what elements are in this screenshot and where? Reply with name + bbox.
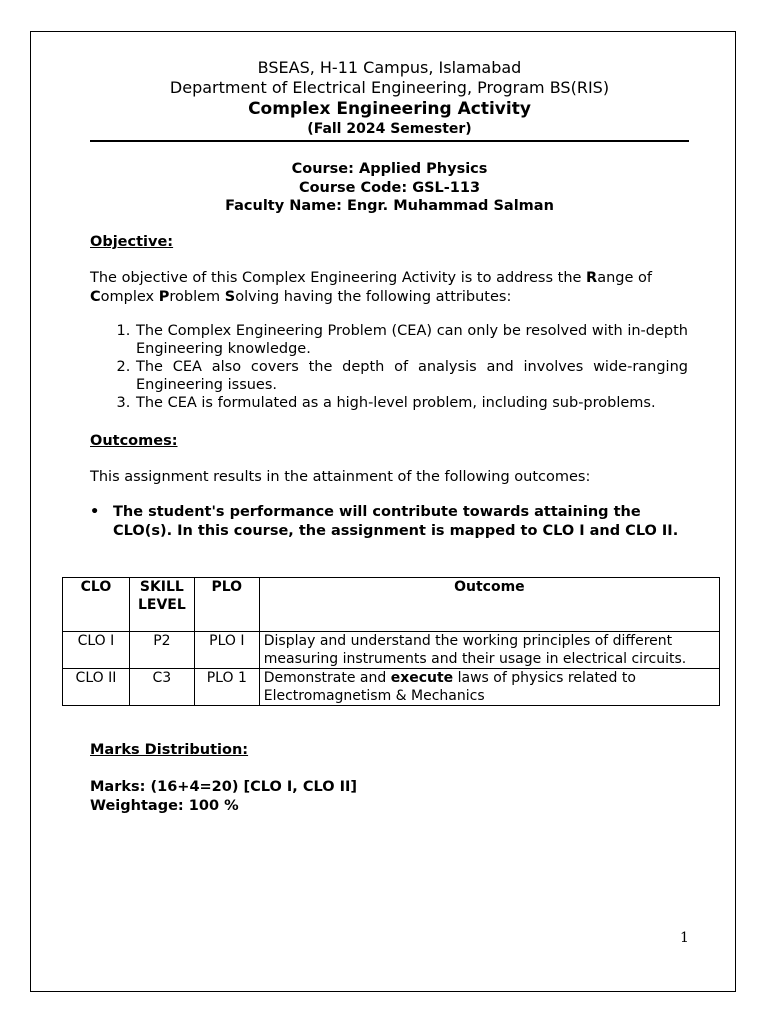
objective-intro — [90, 269, 688, 306]
list-item: 3. The CEA is formulated as a high-level problem, including sub-problems. — [135, 394, 688, 412]
header-clo: CLO — [63, 578, 130, 632]
emphasis-r: R — [586, 270, 598, 286]
clo-table — [62, 577, 720, 706]
semester-line: (Fall 2024 Semester) — [307, 121, 472, 137]
objective-intro-text: omplex — [100, 288, 159, 305]
header-plo: PLO — [194, 578, 259, 632]
objective-intro-text: roblem — [169, 288, 225, 305]
cell-clo: CLO I — [63, 632, 130, 669]
campus-line: BSEAS, H-11 Campus, Islamabad — [257, 58, 522, 77]
emphasis-c: C — [90, 288, 101, 305]
objective-heading: Objective: — [90, 234, 174, 250]
table-header-row — [63, 578, 720, 632]
table-row — [63, 669, 720, 706]
outcome-bullet — [90, 503, 688, 541]
cell-plo: PLO I — [194, 632, 259, 669]
cell-outcome — [259, 669, 719, 706]
cell-clo: CLO II — [63, 669, 130, 706]
emphasis-s: S — [224, 288, 236, 305]
objective-intro-text: olving having the following attributes: — [235, 288, 512, 305]
page-number: 1 — [680, 930, 689, 946]
bullet-icon: • — [90, 504, 100, 520]
outcome-text: laws of physics related to Electromagnetism & Mechanics — [263, 670, 636, 704]
document-header — [90, 58, 689, 138]
bullet-text: The student's performance will contribute towards attaining the CLO(s). In this course, the assignment is mapped to CLO I and CLO II. — [113, 504, 679, 539]
marks-heading: Marks Distribution: — [90, 742, 249, 758]
outcomes-heading: Outcomes: — [90, 433, 178, 449]
objective-intro-text: The objective of this Complex Engineering Activity is to address the — [90, 270, 587, 286]
department-line: Department of Electrical Engineering, Program BS(RIS) — [169, 78, 610, 97]
course-code: Course Code: GSL-113 — [298, 179, 481, 196]
objective-intro-text: ange of — [597, 270, 653, 286]
course-name: Course: Applied Physics — [291, 161, 488, 177]
list-item: 2. The CEA also covers the depth of analysis and involves wide-ranging Engineering issues. — [135, 358, 688, 394]
outcomes-intro: This assignment results in the attainment of the following outcomes: — [90, 469, 591, 485]
document-title: Complex Engineering Activity — [248, 99, 531, 119]
cell-plo: PLO 1 — [194, 669, 259, 706]
weightage-line: Weightage: 100 % — [90, 798, 239, 814]
attributes-list — [90, 322, 688, 412]
cell-skill: P2 — [129, 632, 194, 669]
header-skill-level: SKILL LEVEL — [129, 578, 194, 632]
cell-skill: C3 — [129, 669, 194, 706]
outcome-emphasis: execute — [390, 670, 454, 686]
list-item: 1. The Complex Engineering Problem (CEA) can only be resolved with in-depth Engineering knowledge. — [135, 322, 688, 358]
header-divider — [90, 140, 689, 142]
course-info — [90, 160, 689, 216]
marks-line: Marks: (16+4=20) [CLO I, CLO II] — [90, 779, 358, 795]
outcome-text: Demonstrate and — [263, 670, 391, 686]
table-row — [63, 632, 720, 669]
cell-outcome: Display and understand the working principles of different measuring instruments and their usage in electrical circuits. — [259, 632, 719, 669]
emphasis-p: P — [158, 288, 170, 305]
faculty-name: Faculty Name: Engr. Muhammad Salman — [225, 198, 554, 214]
header-outcome: Outcome — [259, 578, 719, 632]
